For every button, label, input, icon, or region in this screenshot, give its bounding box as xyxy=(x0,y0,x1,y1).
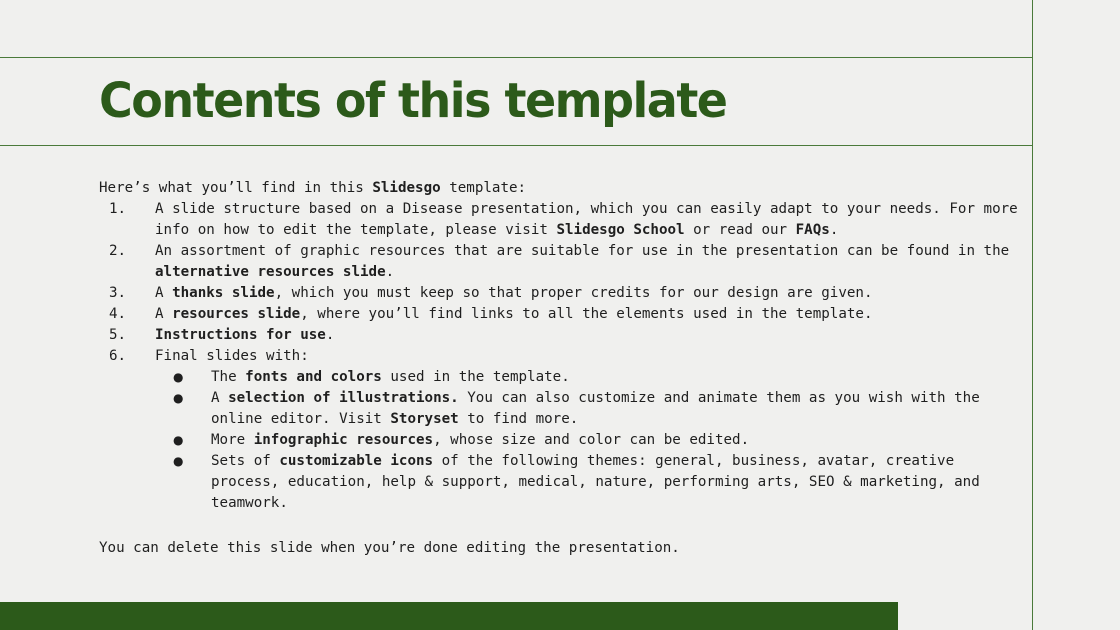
bullet-item: ● Sets of customizable icons of the following themes: general, business, avatar, creative process, education, help & support, medical, nature, performing arts, SEO & marketing, and teamwork. xyxy=(173,453,980,511)
bullet-dot-icon: ● xyxy=(173,454,184,468)
list-item: 4. A resources slide, where you’ll find links to all the elements used in the template. xyxy=(99,304,1029,325)
list-item: 5. Instructions for use. xyxy=(99,325,1029,346)
list-item: 3. A thanks slide, which you must keep so that proper credits for our design are given. xyxy=(99,283,1029,304)
bullet-item: ● The fonts and colors used in the template. xyxy=(155,367,1029,388)
right-divider xyxy=(1032,0,1033,630)
contents-list xyxy=(99,199,1029,514)
list-item: 6. Final slides with: ● The fonts and colors used in the template. ● A selection of illustrations. You can also customize and animate them as you wish with the online editor. Visit Storyset to find more. ● More infographic resources, whose size and color can be edited. ● Sets of customizable icons of the following themes: general, business, avatar, creative process, education, help & support, medical, nature, performing arts, SEO & marketing, and teamwork. xyxy=(99,346,1029,514)
title-divider xyxy=(0,145,1032,146)
list-number: 1. xyxy=(109,201,127,217)
list-number: 6. xyxy=(109,348,127,364)
top-divider xyxy=(0,57,1032,58)
list-item: 2. An assortment of graphic resources that are suitable for use in the presentation can be found in the alternative resources slide. xyxy=(109,243,1010,280)
slide-title: Contents of this template xyxy=(99,72,727,129)
list-number: 2. xyxy=(109,243,127,259)
bullet-item: ● More infographic resources, whose size and color can be edited. xyxy=(155,430,1029,451)
list-number: 3. xyxy=(109,285,127,301)
slide-body xyxy=(99,178,1029,559)
bullet-dot-icon: ● xyxy=(173,391,184,405)
outro-text: You can delete this slide when you’re done editing the presentation. xyxy=(99,540,680,556)
bullet-dot-icon: ● xyxy=(173,370,184,384)
bottom-accent-bar xyxy=(0,602,898,630)
list-number: 4. xyxy=(109,306,127,322)
final-slides-bullets xyxy=(155,367,1029,514)
intro-text: Here’s what you’ll find in this Slidesgo template: xyxy=(99,180,527,196)
bullet-dot-icon: ● xyxy=(173,433,184,447)
list-number: 5. xyxy=(109,327,127,343)
bullet-item: ● A selection of illustrations. You can also customize and animate them as you wish with the online editor. Visit Storyset to find more. xyxy=(173,390,980,427)
list-item: 1. A slide structure based on a Disease presentation, which you can easily adapt to your needs. For more info on how to edit the template, please visit Slidesgo School or read our FAQs. xyxy=(109,201,1018,238)
